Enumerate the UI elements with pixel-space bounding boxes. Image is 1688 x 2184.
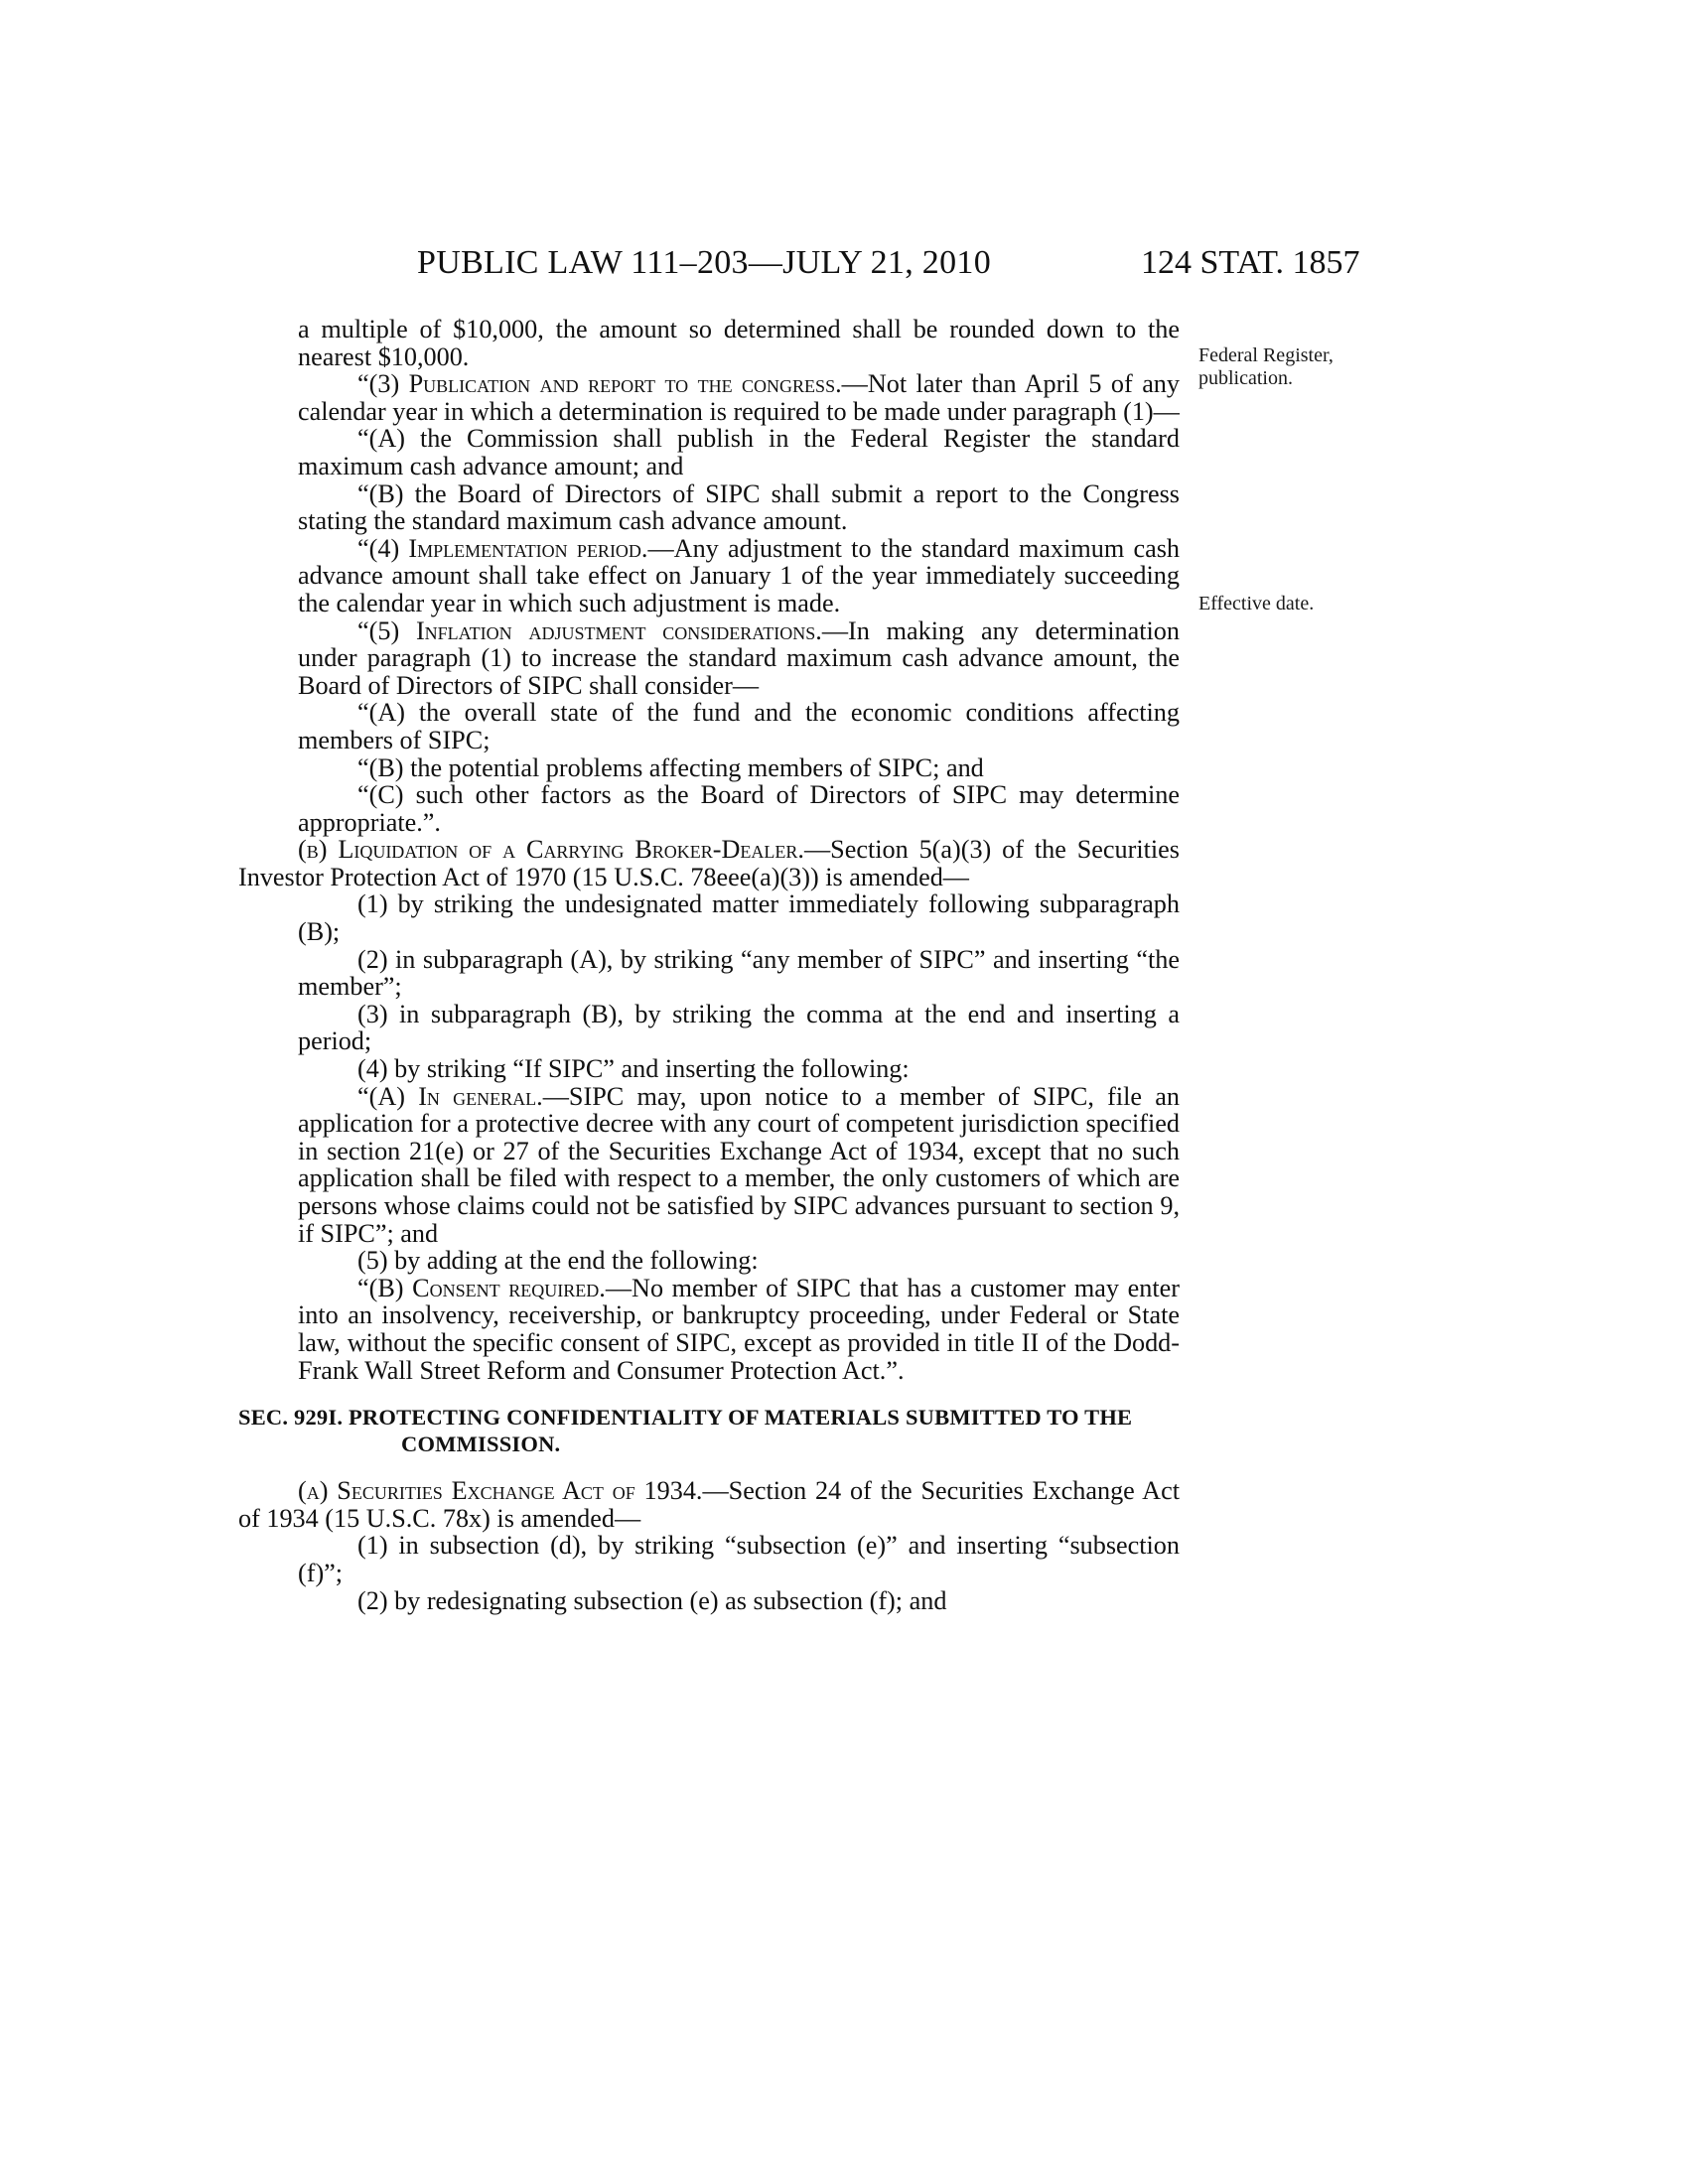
subsection-b-liquidation [238,836,1180,890]
running-header-page-number: 124 STAT. 1857 [1141,244,1360,281]
subparagraph-3b: “(B) the Board of Directors of SIPC shall submit a report to the Congress stating the standard maximum cash advance amount. [298,478,1180,536]
paragraph-4-implementation [298,535,1180,617]
amendment-item-1: (1) in subsection (d), by striking “subsection (e)” and inserting “subsection (f)”; [298,1531,1180,1587]
inserted-heading: “(B) Consent required. [357,1273,606,1302]
paragraph-heading: “(4) Implementation period. [357,533,648,563]
subparagraph-3a: “(A) the Commission shall publish in the Federal Register the standard maximum cash advance amount; and [298,424,1180,480]
subsection-body: —Section 24 of the Securities Exchange Act of 1934 (15 U.S.C. 78x) is amended— [238,1476,1180,1533]
amendment-item-5: (5) by adding at the end the following: [357,1246,759,1276]
amendment-item-1: (1) by striking the undesignated matter immediately following subparagraph (B); [298,889,1180,947]
inserted-text-a [238,1083,1180,1248]
inserted-text-b [238,1275,1180,1384]
margin-note-effective-date: Effective date. [1198,593,1315,614]
paragraph-3-publication [298,370,1180,425]
paragraph-heading: “(3) Publication and report to the congress. [357,369,842,399]
amendment-item-3: (3) in subparagraph (B), by striking the comma at the end and inserting a period; [298,999,1180,1056]
subsection-body: —Section 5(a)(3) of the Securities Investor Protection Act of 1970 (15 U.S.C. 78eee(a)(3)) is amended— [238,835,1181,891]
amendment-item-2: (2) in subparagraph (A), by striking “any member of SIPC” and inserting “the member”; [298,944,1180,1002]
section-heading: SEC. 929I. PROTECTING CONFIDENTIALITY OF MATERIALS SUBMITTED TO THE COMMISSION. [238,1405,1133,1457]
paragraph-body: —Not later than April 5 of any calendar year in which a determination is required to be made under paragraph (1)— [298,369,1180,426]
paragraph-body: —Any adjustment to the standard maximum cash advance amount shall take effect on January 1 of the year immediately succeeding the calendar year in which such adjustment is made. [298,533,1180,617]
amendment-item-4: (4) by striking “If SIPC” and inserting the following: [357,1054,910,1084]
margin-note-federal-register: Federal Register, publication. [1198,344,1334,389]
inserted-body: —SIPC may, upon notice to a member of SIPC, file an application for a protective decree with any court of competent jurisdiction specified in section 21(e) or 27 of the Securities Exchange Act of 1934, except that no such application shall be filed with respect to a member, the only customers of which are persons whose claims could not be satisfied by SIPC advances pursuant to section 9, if SIPC”; and [298,1081,1180,1248]
paragraph-continuation: a multiple of $10,000, the amount so determined shall be rounded down to the nearest $10,000. [298,315,1180,371]
paragraph-body: —In making any determination under paragraph (1) to increase the standard maximum cash advance amount, the Board of Directors of SIPC shall consider— [298,615,1180,700]
subsection-heading: (b) Liquidation of a Carrying Broker-Dealer. [298,835,804,865]
paragraph-5-inflation [298,617,1180,700]
amendment-item-2: (2) by redesignating subsection (e) as subsection (f); and [357,1585,947,1615]
subparagraph-5c: “(C) such other factors as the Board of Directors of SIPC may determine appropriate.”. [298,780,1180,837]
subparagraph-5a: “(A) the overall state of the fund and the economic conditions affecting members of SIPC; [298,698,1180,754]
subsection-heading: (a) Securities Exchange Act of 1934. [298,1476,703,1506]
subsection-a-exchange-act [238,1477,1180,1532]
statute-text [238,315,1181,1615]
inserted-body: —No member of SIPC that has a customer may enter into an insolvency, receivership, or bankruptcy proceeding, under Federal or State law, without the specific consent of SIPC, except as provided in title II of the Dodd-Frank Wall Street Reform and Consumer Protection Act.”. [298,1273,1180,1385]
inserted-heading: “(A) In general. [357,1081,543,1111]
running-header-title: PUBLIC LAW 111–203—JULY 21, 2010 [417,244,992,281]
subparagraph-5b: “(B) the potential problems affecting members of SIPC; and [357,752,984,782]
paragraph-heading: “(5) Inflation adjustment considerations. [357,615,822,645]
